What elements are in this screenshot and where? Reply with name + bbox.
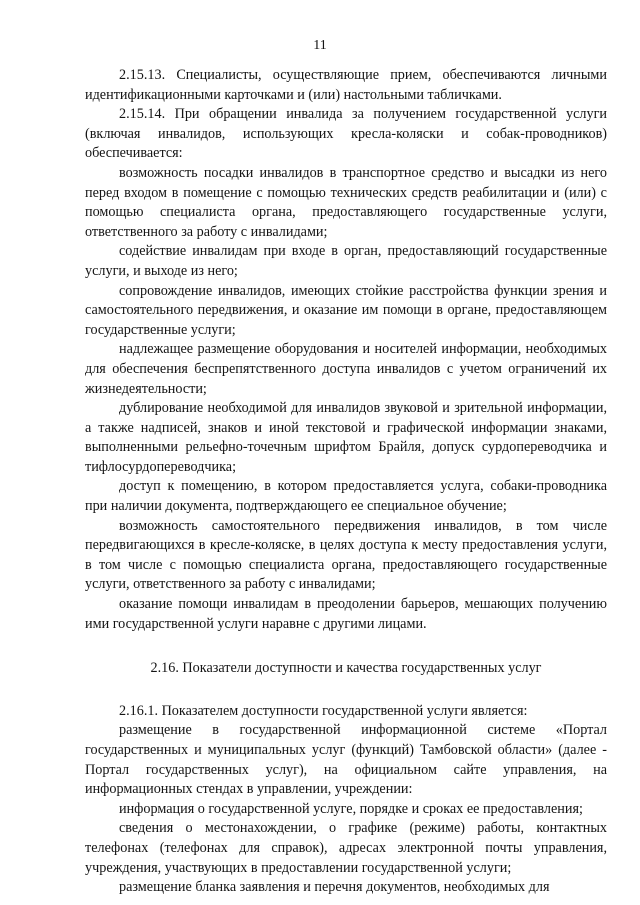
paragraph: 2.15.13. Специалисты, осуществляющие прием, обеспечиваются личными идентификационными карточками и (или) настольными табличками. [85,67,607,103]
paragraph: размещение в государственной информационной системе «Портал государственных и муниципальных услуг (функций) Тамбовской области» (далее - Портал государственных услуг), на официальном сайте управления, на информационных стендах в управлении, учреждении: [85,722,607,798]
paragraph: сведения о местонахождении, о графике (режиме) работы, контактных телефонах (телефонах для справок), адресах электронной почты управления, учреждения, участвующих в предоставлении государственной услуги; [85,820,607,876]
paragraph: возможность посадки инвалидов в транспортное средство и высадки из него перед входом в помещение с помощью технических средств реабилитации и (или) с помощью специалиста органа, предоставляющего государственные услуги, ответственного за работу с инвалидами; [85,164,607,240]
section-2-15-paragraphs [85,66,607,634]
document-body [85,66,607,898]
paragraph: сопровождение инвалидов, имеющих стойкие расстройства функции зрения и самостоятельного передвижения, и оказание им помощи в органе, предоставляющем государственные услуги; [85,282,607,338]
paragraph: оказание помощи инвалидам в преодолении барьеров, мешающих получению ими государственной услуги наравне с другими лицами. [85,596,607,632]
paragraph: 2.15.14. При обращении инвалида за получением государственной услуги (включая инвалидов, использующих кресла-коляски и собак-проводников) обеспечивается: [85,106,607,162]
page-number: 11 [313,38,327,53]
paragraph: информация о государственной услуге, порядке и сроках ее предоставления; [119,800,583,817]
paragraph: дублирование необходимой для инвалидов звуковой и зрительной информации, а также надписей, знаков и иной текстовой и графической информации знаками, выполненными рельефно-точечным шрифтом Брайля, допуск сурдопереводчика и тифлосурдопереводчика; [85,400,607,475]
section-2-16-paragraphs [85,702,607,898]
paragraph: размещение бланка заявления и перечня документов, необходимых для [119,879,550,896]
paragraph: возможность самостоятельного передвижения инвалидов, в том числе передвигающихся в кресле-коляске, в целях доступа к месту предоставления услуги, в том числе с помощью специалиста органа, предоставляющего государственные услуги, ответственного за работу с инвалидами; [85,517,607,593]
section-heading: 2.16. Показатели доступности и качества государственных услуг [150,660,542,677]
paragraph: надлежащее размещение оборудования и носителей информации, необходимых для обеспечения беспрепятственного доступа инвалидов с учетом ограничений их жизнедеятельности; [85,341,607,397]
paragraph: доступ к помещению, в котором предоставляется услуга, собаки-проводника при наличии документа, подтверждающего ее специальное обучение; [85,478,607,515]
paragraph: 2.16.1. Показателем доступности государственной услуги является: [119,702,528,719]
paragraph: содействие инвалидам при входе в орган, предоставляющий государственные услуги, и выходе из него; [85,243,607,279]
